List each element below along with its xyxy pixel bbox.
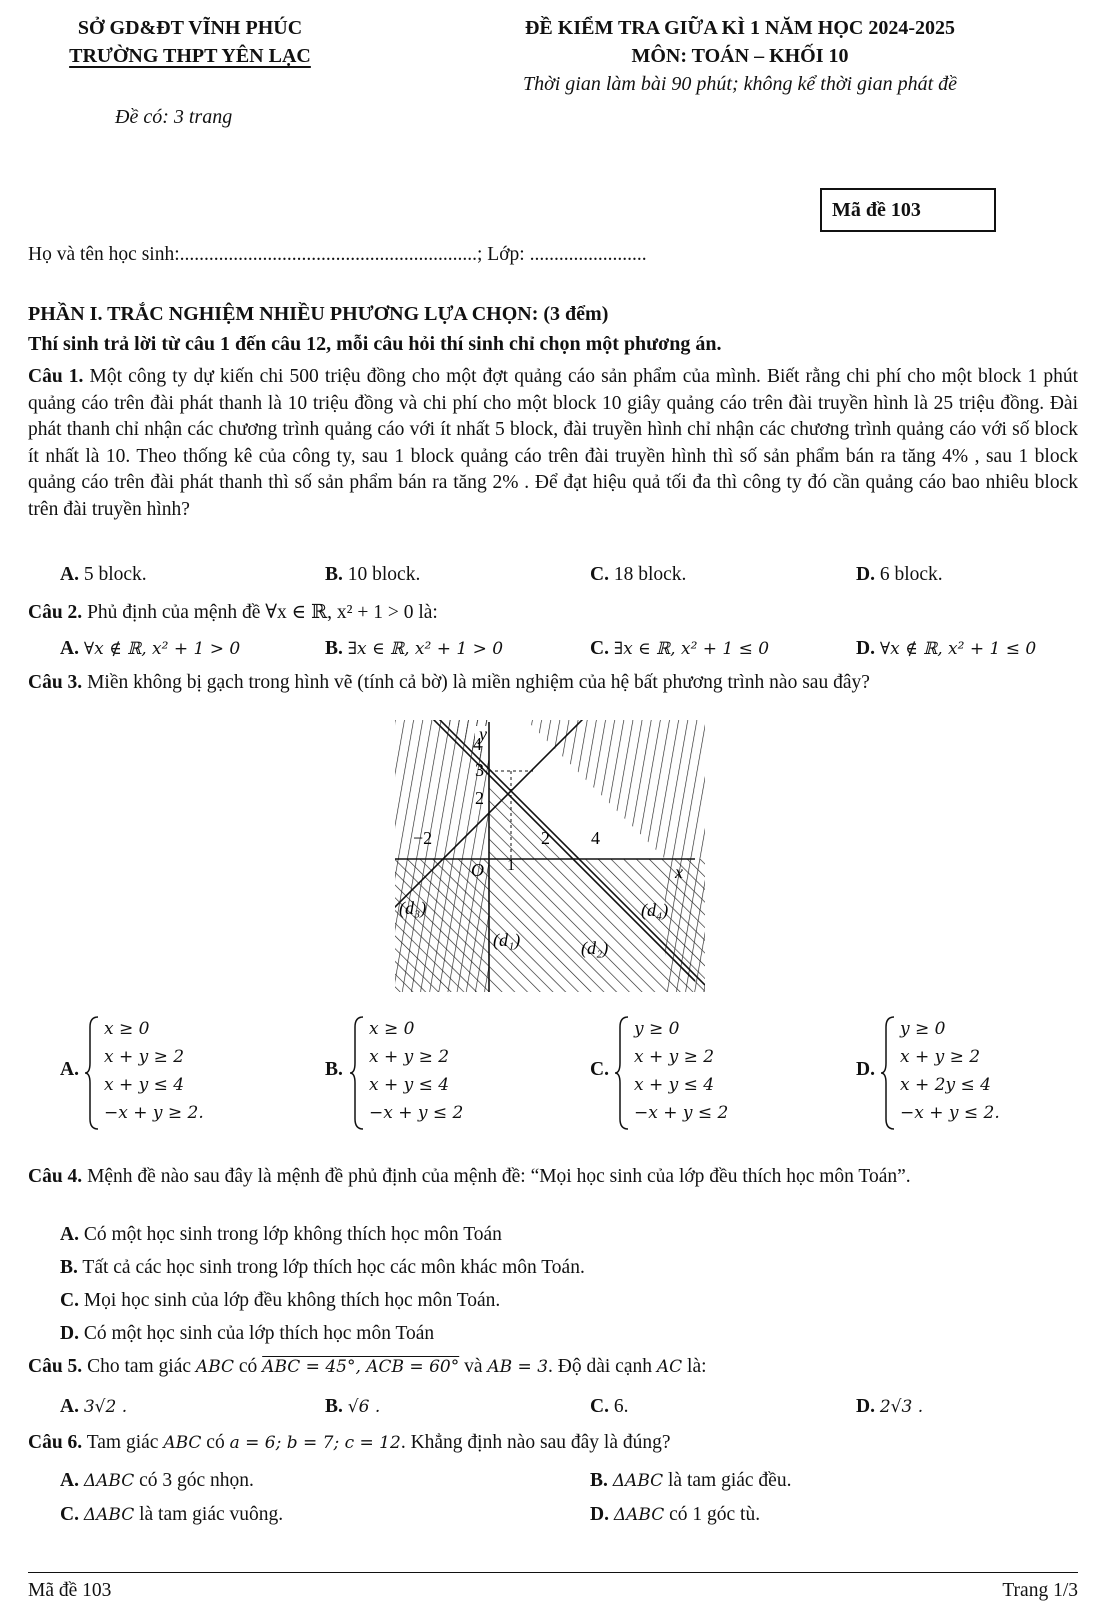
tick-x2: 2: [541, 828, 550, 848]
question-5: Câu 5. Cho tam giác ABC có ABC = 45°, ACB = 60° và AB = 3. Độ dài cạnh AC là:: [28, 1356, 707, 1377]
hatch-y-negative: [395, 859, 705, 992]
header-left: [40, 14, 340, 70]
question-6: Câu 6. Tam giác ABC có a = 6; b = 7; c = 12. Khẳng định nào sau đây là đúng?: [28, 1432, 671, 1453]
q2-option-b[interactable]: B. ∃x ∈ ℝ, x² + 1 > 0: [325, 638, 504, 659]
page-count: Đề có: 3 trang: [115, 106, 233, 128]
q6-option-b[interactable]: B. ΔABC là tam giác đều.: [590, 1470, 792, 1491]
question-label: Câu 6.: [28, 1432, 83, 1453]
tick-x4: 4: [591, 828, 600, 848]
question-label: Câu 2.: [28, 602, 83, 623]
student-info-line: Họ và tên học sinh:.............................................................; Lớp: ........................: [28, 244, 647, 265]
header-right: [420, 14, 1060, 98]
question-label: Câu 1.: [28, 366, 84, 387]
origin-label: O: [471, 860, 484, 880]
q1-option-a[interactable]: A. 5 block.: [60, 564, 147, 585]
question-text: Miền không bị gạch trong hình vẽ (tính cả bờ) là miền nghiệm của hệ bất phương trình nào sau đây?: [87, 672, 870, 693]
part-title: PHẦN I. TRẮC NGHIỆM NHIỀU PHƯƠNG LỰA CHỌN: (3 đểm): [28, 303, 609, 325]
q2-option-d[interactable]: D. ∀x ∉ ℝ, x² + 1 ≤ 0: [856, 638, 1037, 659]
q4-option-d[interactable]: D. Có một học sinh của lớp thích học môn Toán: [60, 1323, 435, 1344]
q1-option-b[interactable]: B. 10 block.: [325, 564, 421, 585]
q6-option-a[interactable]: A. ΔABC có 3 góc nhọn.: [60, 1470, 254, 1491]
footer-exam-code: Mã đề 103: [28, 1580, 112, 1601]
question-label: Câu 5.: [28, 1356, 83, 1377]
question-1: [28, 364, 1078, 523]
question-label: Câu 3.: [28, 672, 83, 693]
tick-y3: 3: [475, 760, 484, 780]
q5-option-c[interactable]: C. 6.: [590, 1396, 629, 1417]
q2-option-a[interactable]: A. ∀x ∉ ℝ, x² + 1 > 0: [60, 638, 241, 659]
tick-y4: 4: [473, 734, 482, 754]
q6-option-d[interactable]: D. ΔABC có 1 góc tù.: [590, 1504, 761, 1525]
exam-code-box: Mã đề 103: [820, 188, 996, 232]
footer-page-number: Trang 1/3: [1002, 1580, 1078, 1601]
q5-option-d[interactable]: D. 2√3 .: [856, 1396, 924, 1417]
q6-option-c[interactable]: C. ΔABC là tam giác vuông.: [60, 1504, 284, 1525]
exam-subject: MÔN: TOÁN – KHỐI 10: [631, 45, 849, 67]
q2-option-c[interactable]: C. ∃x ∈ ℝ, x² + 1 ≤ 0: [590, 638, 770, 659]
exam-duration: Thời gian làm bài 90 phút; không kể thời gian phát đề: [522, 73, 958, 95]
department-name: SỞ GD&ĐT VĨNH PHÚC: [77, 17, 303, 39]
label-d3: (d₃): [399, 898, 427, 918]
part-instruction: Thí sinh trả lời từ câu 1 đến câu 12, mỗi câu hỏi thí sinh chỉ chọn một phương án.: [28, 333, 722, 355]
q5-option-b[interactable]: B. √6 .: [325, 1396, 381, 1417]
x-axis-label: x: [675, 862, 683, 882]
question-text: Phủ định của mệnh đề ∀x ∈ ℝ, x² + 1 > 0 là:: [87, 602, 438, 623]
question-text: Một công ty dự kiến chi 500 triệu đồng cho một đợt quảng cáo sản phẩm của mình. Biết rằng chi phí cho một block 1 phút quảng cáo trên đài phát thanh là 10 triệu đồng và chi phí cho một block 10 giây quảng cáo trên đài truyền hình là 25 triệu đồng. Đài phát thanh chỉ nhận các chương trình quảng cáo với ít nhất 5 block, đài truyền hình chỉ nhận các chương trình quảng cáo với số block ít nhất là 10. Theo thống kê của công ty, sau 1 block quảng cáo trên đài truyền hình thì số sản phẩm bán ra tăng 4% , sau 1 block quảng cáo trên đài phát thanh thì số sản phẩm bán ra tăng 2% . Để đạt hiệu quả tối đa thì công ty đó cần quảng cáo bao nhiêu block trên đài truyền hình?: [28, 366, 1078, 520]
angle-expression: ABC = 45°, ACB = 60°: [262, 1357, 460, 1377]
label-d1: (d₁): [493, 930, 521, 950]
label-d4: (d₄): [641, 900, 669, 920]
footer-divider: [28, 1572, 1078, 1573]
exam-title: ĐỀ KIỂM TRA GIỮA KÌ 1 NĂM HỌC 2024-2025: [524, 17, 956, 39]
inequality-region-figure: [395, 720, 705, 992]
y-axis-label: y: [479, 724, 487, 744]
label-d2: (d₂): [581, 938, 609, 958]
tick-x1: 1: [507, 857, 515, 874]
question-2: [28, 600, 438, 624]
question-4: [28, 1164, 1078, 1191]
q4-option-a[interactable]: A. Có một học sinh trong lớp không thích học môn Toán: [60, 1224, 502, 1245]
question-3: [28, 672, 870, 694]
q1-option-c[interactable]: C. 18 block.: [590, 564, 687, 585]
q4-option-c[interactable]: C. Mọi học sinh của lớp đều không thích học môn Toán.: [60, 1290, 501, 1311]
school-name: TRƯỜNG THPT YÊN LẠC: [69, 45, 311, 67]
tick-xm2: −2: [413, 828, 433, 848]
question-text: Mệnh đề nào sau đây là mệnh đề phủ định của mệnh đề: “Mọi học sinh của lớp đều thích học môn Toán”.: [87, 1166, 911, 1187]
tick-y2: 2: [475, 788, 484, 808]
question-label: Câu 4.: [28, 1166, 83, 1187]
q1-option-d[interactable]: D. 6 block.: [856, 564, 943, 585]
q5-option-a[interactable]: A. 3√2 .: [60, 1396, 128, 1417]
q4-option-b[interactable]: B. Tất cả các học sinh trong lớp thích học các môn khác môn Toán.: [60, 1257, 585, 1278]
